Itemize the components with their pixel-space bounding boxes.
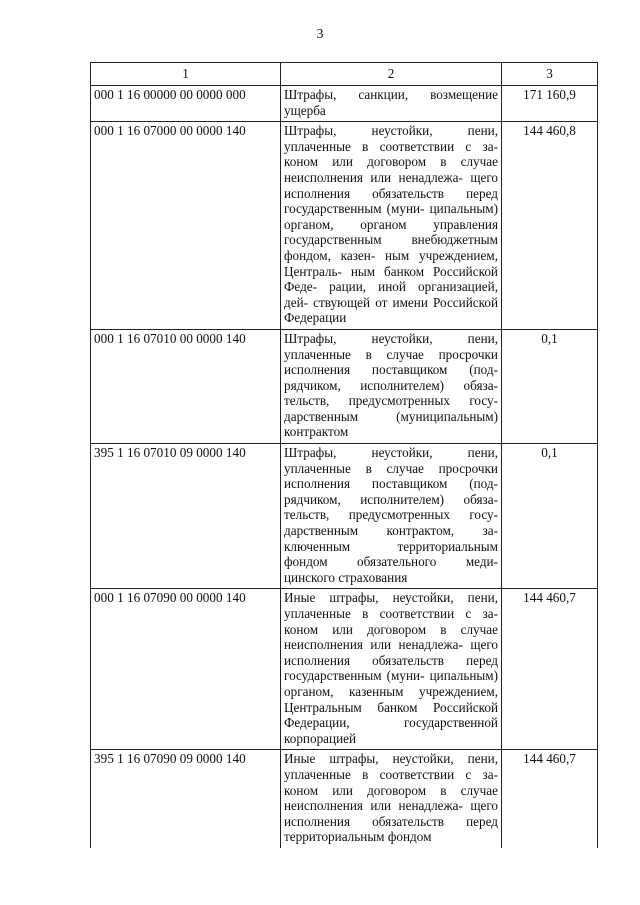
- header-col-3: 3: [502, 63, 598, 86]
- revenue-name-cell: [281, 86, 502, 122]
- revenue-name-line: внебюджетным фондом, казен-: [284, 232, 498, 263]
- revenue-name-line: банком Российской Федерации,: [284, 699, 498, 731]
- revenue-name-line: неисполнения или ненадлежа-: [284, 169, 463, 185]
- revenue-name-line: перед государственным (муни-: [284, 652, 498, 684]
- revenue-name-line: рядчиком, исполнителем) обяза-: [284, 491, 498, 507]
- header-col-2: 2: [281, 63, 502, 86]
- revenue-name-line: ципальным) органом, казенным: [284, 668, 498, 699]
- revenue-name-line: рации, иной организацией, дей-: [284, 279, 499, 310]
- revenue-name-line: уплаченные в соответствии с за-: [284, 766, 498, 782]
- budget-code-cell: 395 1 16 07090 09 0000 140: [91, 750, 281, 848]
- amount-cell: 144 460,8: [502, 122, 598, 330]
- revenue-name-line: уплаченные в соответствии с за-: [284, 138, 498, 154]
- revenue-name-line: тельств, предусмотренных госу-: [284, 507, 498, 523]
- revenue-name-line: перед государственным (муни-: [284, 185, 498, 217]
- amount-cell: 0,1: [502, 329, 598, 443]
- revenue-name-line: цинского страхования: [284, 569, 408, 585]
- table-row: [91, 86, 598, 122]
- revenue-name-line: учреждением, Центральным: [284, 683, 498, 715]
- revenue-name-line: управления государственным: [284, 216, 499, 248]
- amount-cell: 171 160,9: [502, 86, 598, 122]
- revenue-name-line: рядчиком, исполнителем) обяза-: [284, 377, 498, 393]
- revenue-name-line: исполнения поставщиком (под-: [284, 362, 498, 378]
- amount-cell: 144 460,7: [502, 589, 598, 750]
- table-row: [91, 329, 598, 443]
- revenue-name-line: щего исполнения обязательств: [284, 637, 498, 668]
- revenue-name-line: неисполнения или ненадлежа-: [284, 637, 463, 653]
- revenue-name-line: государственной корпорацией: [284, 715, 498, 746]
- revenue-name-line: контрактом: [284, 424, 349, 440]
- revenue-name-line: щего исполнения обязательств: [284, 169, 498, 201]
- revenue-name-line: ущерба: [284, 102, 326, 118]
- revenue-name-line: Штрафы, неустойки, пени,: [284, 330, 498, 346]
- revenue-table: [90, 62, 598, 848]
- revenue-name-line: уплаченные в случае просрочки: [284, 346, 498, 362]
- header-col-1: 1: [91, 63, 281, 86]
- revenue-name-line: ключенным территориальным: [284, 538, 498, 554]
- revenue-name-line: коном или договором в случае: [284, 154, 498, 170]
- budget-code-cell: 000 1 16 00000 00 0000 000: [91, 86, 281, 122]
- revenue-name-cell: [281, 329, 502, 443]
- table-row: [91, 750, 598, 848]
- revenue-name-line: ципальным) органом, органом: [284, 201, 498, 232]
- table-body: [91, 86, 598, 848]
- budget-code-cell: 000 1 16 07090 00 0000 140: [91, 589, 281, 750]
- budget-code-cell: 000 1 16 07000 00 0000 140: [91, 122, 281, 330]
- revenue-name-line: дарственным контрактом, за-: [284, 523, 498, 539]
- revenue-name-cell: [281, 589, 502, 750]
- table-header: [91, 63, 598, 86]
- table-row: [91, 589, 598, 750]
- page-number: 3: [316, 27, 324, 42]
- revenue-name-line: уплаченные в случае просрочки: [284, 460, 498, 476]
- revenue-name-line: фондом обязательного меди-: [284, 554, 498, 570]
- revenue-name-cell: [281, 750, 502, 848]
- revenue-name-line: Штрафы, неустойки, пени,: [284, 123, 498, 139]
- amount-cell: 0,1: [502, 444, 598, 589]
- revenue-name-line: тельств, предусмотренных госу-: [284, 393, 498, 409]
- revenue-name-line: Штрафы, санкции, возмещение: [284, 87, 498, 102]
- revenue-name-line: ствующей от имени Российской: [313, 294, 499, 310]
- header-row: [91, 63, 598, 86]
- revenue-name-line: ным учреждением, Централь-: [284, 247, 498, 279]
- revenue-name-line: коном или договором в случае: [284, 621, 498, 637]
- revenue-name-cell: [281, 122, 502, 330]
- revenue-name-line: неисполнения или ненадлежа-: [284, 798, 463, 814]
- revenue-name-line: исполнения поставщиком (под-: [284, 476, 498, 492]
- revenue-name-line: Иные штрафы, неустойки, пени,: [284, 590, 498, 606]
- amount-cell: 144 460,7: [502, 750, 598, 848]
- revenue-name-line: Иные штрафы, неустойки, пени,: [284, 751, 498, 767]
- revenue-name-line: перед территориальным фондом: [284, 813, 498, 845]
- revenue-name-line: ным банком Российской Феде-: [284, 263, 498, 295]
- revenue-name-cell: [281, 444, 502, 589]
- revenue-name-line: Федерации: [284, 310, 347, 326]
- revenue-name-line: уплаченные в соответствии с за-: [284, 606, 498, 621]
- budget-code-cell: 000 1 16 07010 00 0000 140: [91, 329, 281, 443]
- budget-code-cell: 395 1 16 07010 09 0000 140: [91, 444, 281, 589]
- table-row: [91, 122, 598, 330]
- revenue-name-line: дарственным (муниципальным): [284, 408, 498, 424]
- revenue-name-line: коном или договором в случае: [284, 782, 498, 798]
- revenue-name-line: щего исполнения обязательств: [284, 798, 498, 829]
- revenue-name-line: Штрафы, неустойки, пени,: [284, 445, 498, 461]
- table-row: [91, 444, 598, 589]
